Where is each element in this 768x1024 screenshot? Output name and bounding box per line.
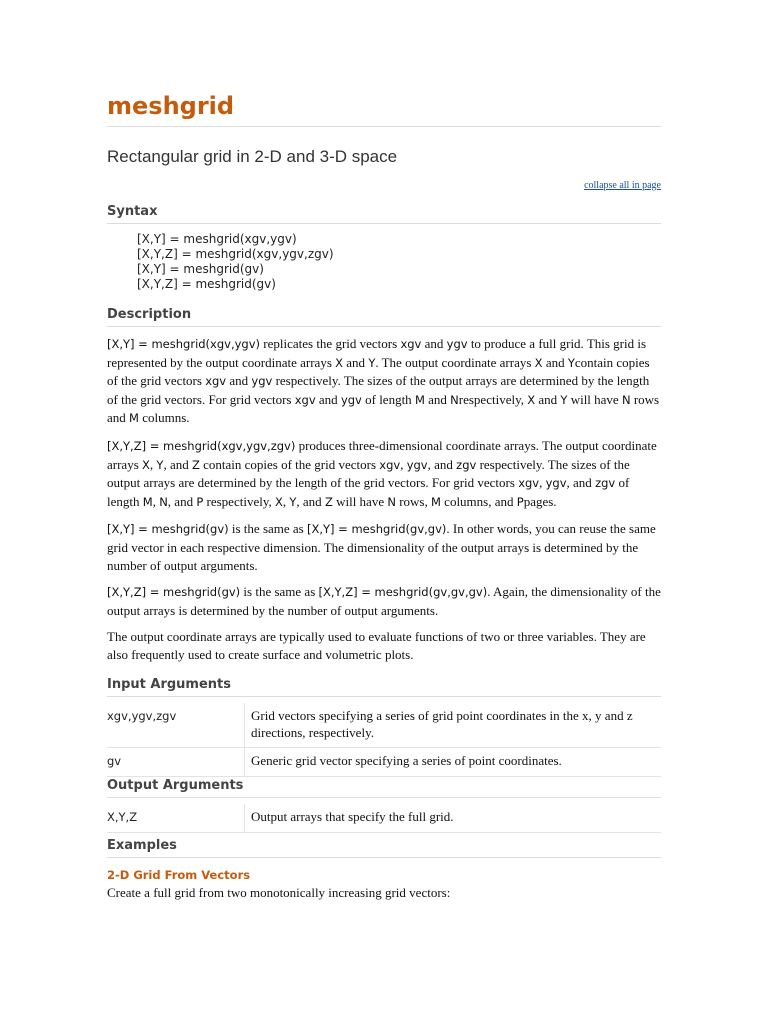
table-row bbox=[107, 703, 661, 748]
arg-description: Output arrays that specify the full grid. bbox=[245, 804, 662, 833]
doc-page bbox=[107, 90, 661, 901]
description-paragraph-1: [X,Y] = meshgrid(xgv,ygv) replicates the grid vectors xgv and ygv to produce a full grid. This grid is represented by the output coordinate arrays X and Y. The output coordinate arrays X and Ycontain copies of the grid vectors xgv and ygv respectively. The sizes of the output arrays are determined by the length of the grid vectors. For grid vectors xgv and ygv of length M and Nrespectively, X and Y will have N rows and M columns. bbox=[107, 336, 660, 426]
page-title: meshgrid bbox=[107, 90, 661, 127]
input-arguments-heading: Input Arguments bbox=[107, 676, 661, 697]
arg-name: gv bbox=[107, 747, 245, 776]
description-heading: Description bbox=[107, 306, 661, 327]
description-paragraph-5: The output coordinate arrays are typically used to evaluate functions of two or three variables. They are also frequently used to create surface and volumetric plots. bbox=[107, 629, 646, 662]
table-row bbox=[107, 747, 661, 776]
output-arguments-heading: Output Arguments bbox=[107, 777, 661, 798]
page-subtitle: Rectangular grid in 2-D and 3-D space bbox=[107, 147, 398, 166]
arg-description: Generic grid vector specifying a series of point coordinates. bbox=[245, 747, 662, 776]
syntax-heading: Syntax bbox=[107, 203, 661, 224]
syntax-line: [X,Y] = meshgrid(gv) bbox=[137, 262, 264, 276]
arg-description: Grid vectors specifying a series of grid point coordinates in the x, y and z directions, respectively. bbox=[245, 703, 662, 748]
syntax-line: [X,Y,Z] = meshgrid(gv) bbox=[137, 277, 276, 291]
input-arguments-table bbox=[107, 703, 661, 777]
output-arguments-table bbox=[107, 804, 661, 833]
syntax-line: [X,Y] = meshgrid(xgv,ygv) bbox=[137, 232, 297, 246]
table-row bbox=[107, 804, 661, 833]
description-paragraph-3: [X,Y] = meshgrid(gv) is the same as [X,Y] = meshgrid(gv,gv). In other words, you can reuse the same grid vector in each respective dimension. The dimensionality of the output arrays is determined by the number of output arguments. bbox=[107, 521, 656, 573]
example-text: Create a full grid from two monotonically increasing grid vectors: bbox=[107, 884, 451, 900]
collapse-all-container bbox=[107, 180, 661, 191]
description-paragraph-2: [X,Y,Z] = meshgrid(xgv,ygv,zgv) produces three-dimensional coordinate arrays. The output coordinate arrays X, Y, and Z contain copies of the grid vectors xgv, ygv, and zgv respectively. The sizes of the output arrays are determined by the length of the grid vectors. For grid vectors xgv, ygv, and zgv of length M, N, and P respectively, X, Y, and Z will have N rows, M columns, and Ppages. bbox=[107, 437, 657, 509]
examples-heading: Examples bbox=[107, 837, 661, 858]
arg-name: X,Y,Z bbox=[107, 804, 245, 833]
collapse-all-link[interactable]: collapse all in page bbox=[584, 180, 661, 191]
syntax-block bbox=[137, 232, 661, 292]
arg-name: xgv,ygv,zgv bbox=[107, 703, 245, 748]
description-paragraph-4: [X,Y,Z] = meshgrid(gv) is the same as [X,Y,Z] = meshgrid(gv,gv,gv). Again, the dimensionality of the output arrays is determined by the number of output arguments. bbox=[107, 584, 661, 618]
syntax-line: [X,Y,Z] = meshgrid(xgv,ygv,zgv) bbox=[137, 247, 334, 261]
example-title[interactable]: 2-D Grid From Vectors bbox=[107, 867, 251, 882]
